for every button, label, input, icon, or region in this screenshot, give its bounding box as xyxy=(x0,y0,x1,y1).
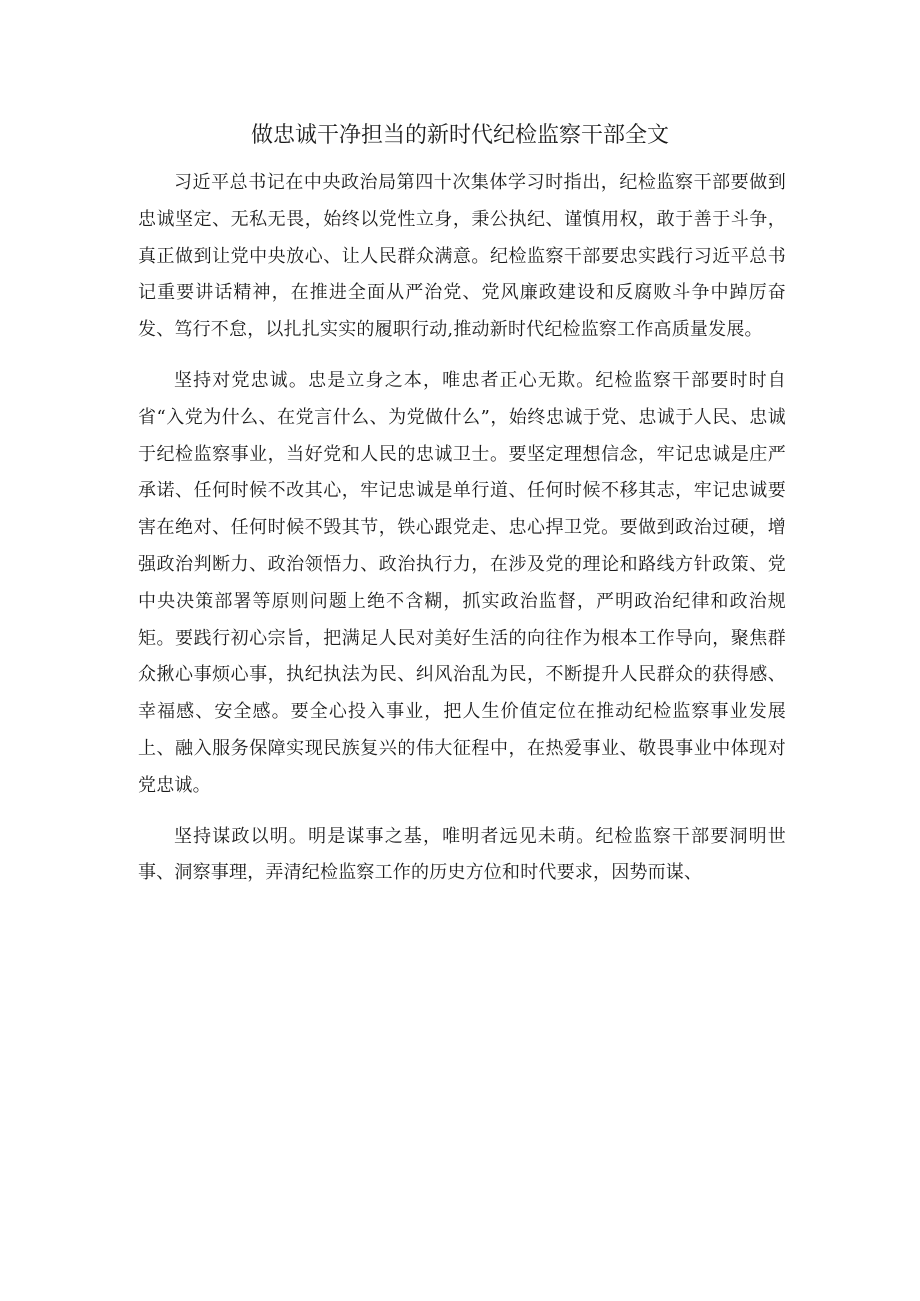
paragraph-intro: 习近平总书记在中央政治局第四十次集体学习时指出，纪检监察干部要做到忠诚坚定、无私无畏，始终以党性立身，秉公执纪、谨慎用权，敢于善于斗争，真正做到让党中央放心、让人民群众满意。纪检监察干部要忠实践行习近平总书记重要讲话精神，在推进全面从严治党、党风廉政建设和反腐败斗争中踔厉奋发、笃行不怠，以扎扎实实的履职行动,推动新时代纪检监察工作高质量发展。 xyxy=(138,172,786,341)
document-title: 做忠诚干净担当的新时代纪检监察干部全文 xyxy=(250,123,669,148)
paragraph-wisdom: 坚持谋政以明。明是谋事之基，唯明者远见未萌。纪检监察干部要洞明世事、洞察事理，弄清纪检监察工作的历史方位和时代要求，因势而谋、 xyxy=(138,825,786,884)
document-body xyxy=(138,165,786,906)
paragraph-loyalty: 坚持对党忠诚。忠是立身之本，唯忠者正心无欺。纪检监察干部要时时自省“入党为什么、在党言什么、为党做什么”，始终忠诚于党、忠诚于人民、忠诚于纪检监察事业，当好党和人民的忠诚卫士。要坚定理想信念，牢记忠诚是庄严承诺、任何时候不改其心，牢记忠诚是单行道、任何时候不移其志，牢记忠诚要害在绝对、任何时候不毁其节，铁心跟党走、忠心捍卫党。要做到政治过硬，增强政治判断力、政治领悟力、政治执行力，在涉及党的理论和路线方针政策、党中央决策部署等原则问题上绝不含糊，抓实政治监督，严明政治纪律和政治规矩。要践行初心宗旨，把满足人民对美好生活的向往作为根本工作导向，聚焦群众揪心事烦心事，执纪执法为民、纠风治乱为民，不断提升人民群众的获得感、幸福感、安全感。要全心投入事业，把人生价值定位在推动纪检监察事业发展上、融入服务保障实现民族复兴的伟大征程中，在热爱事业、敬畏事业中体现对党忠诚。 xyxy=(138,369,786,796)
